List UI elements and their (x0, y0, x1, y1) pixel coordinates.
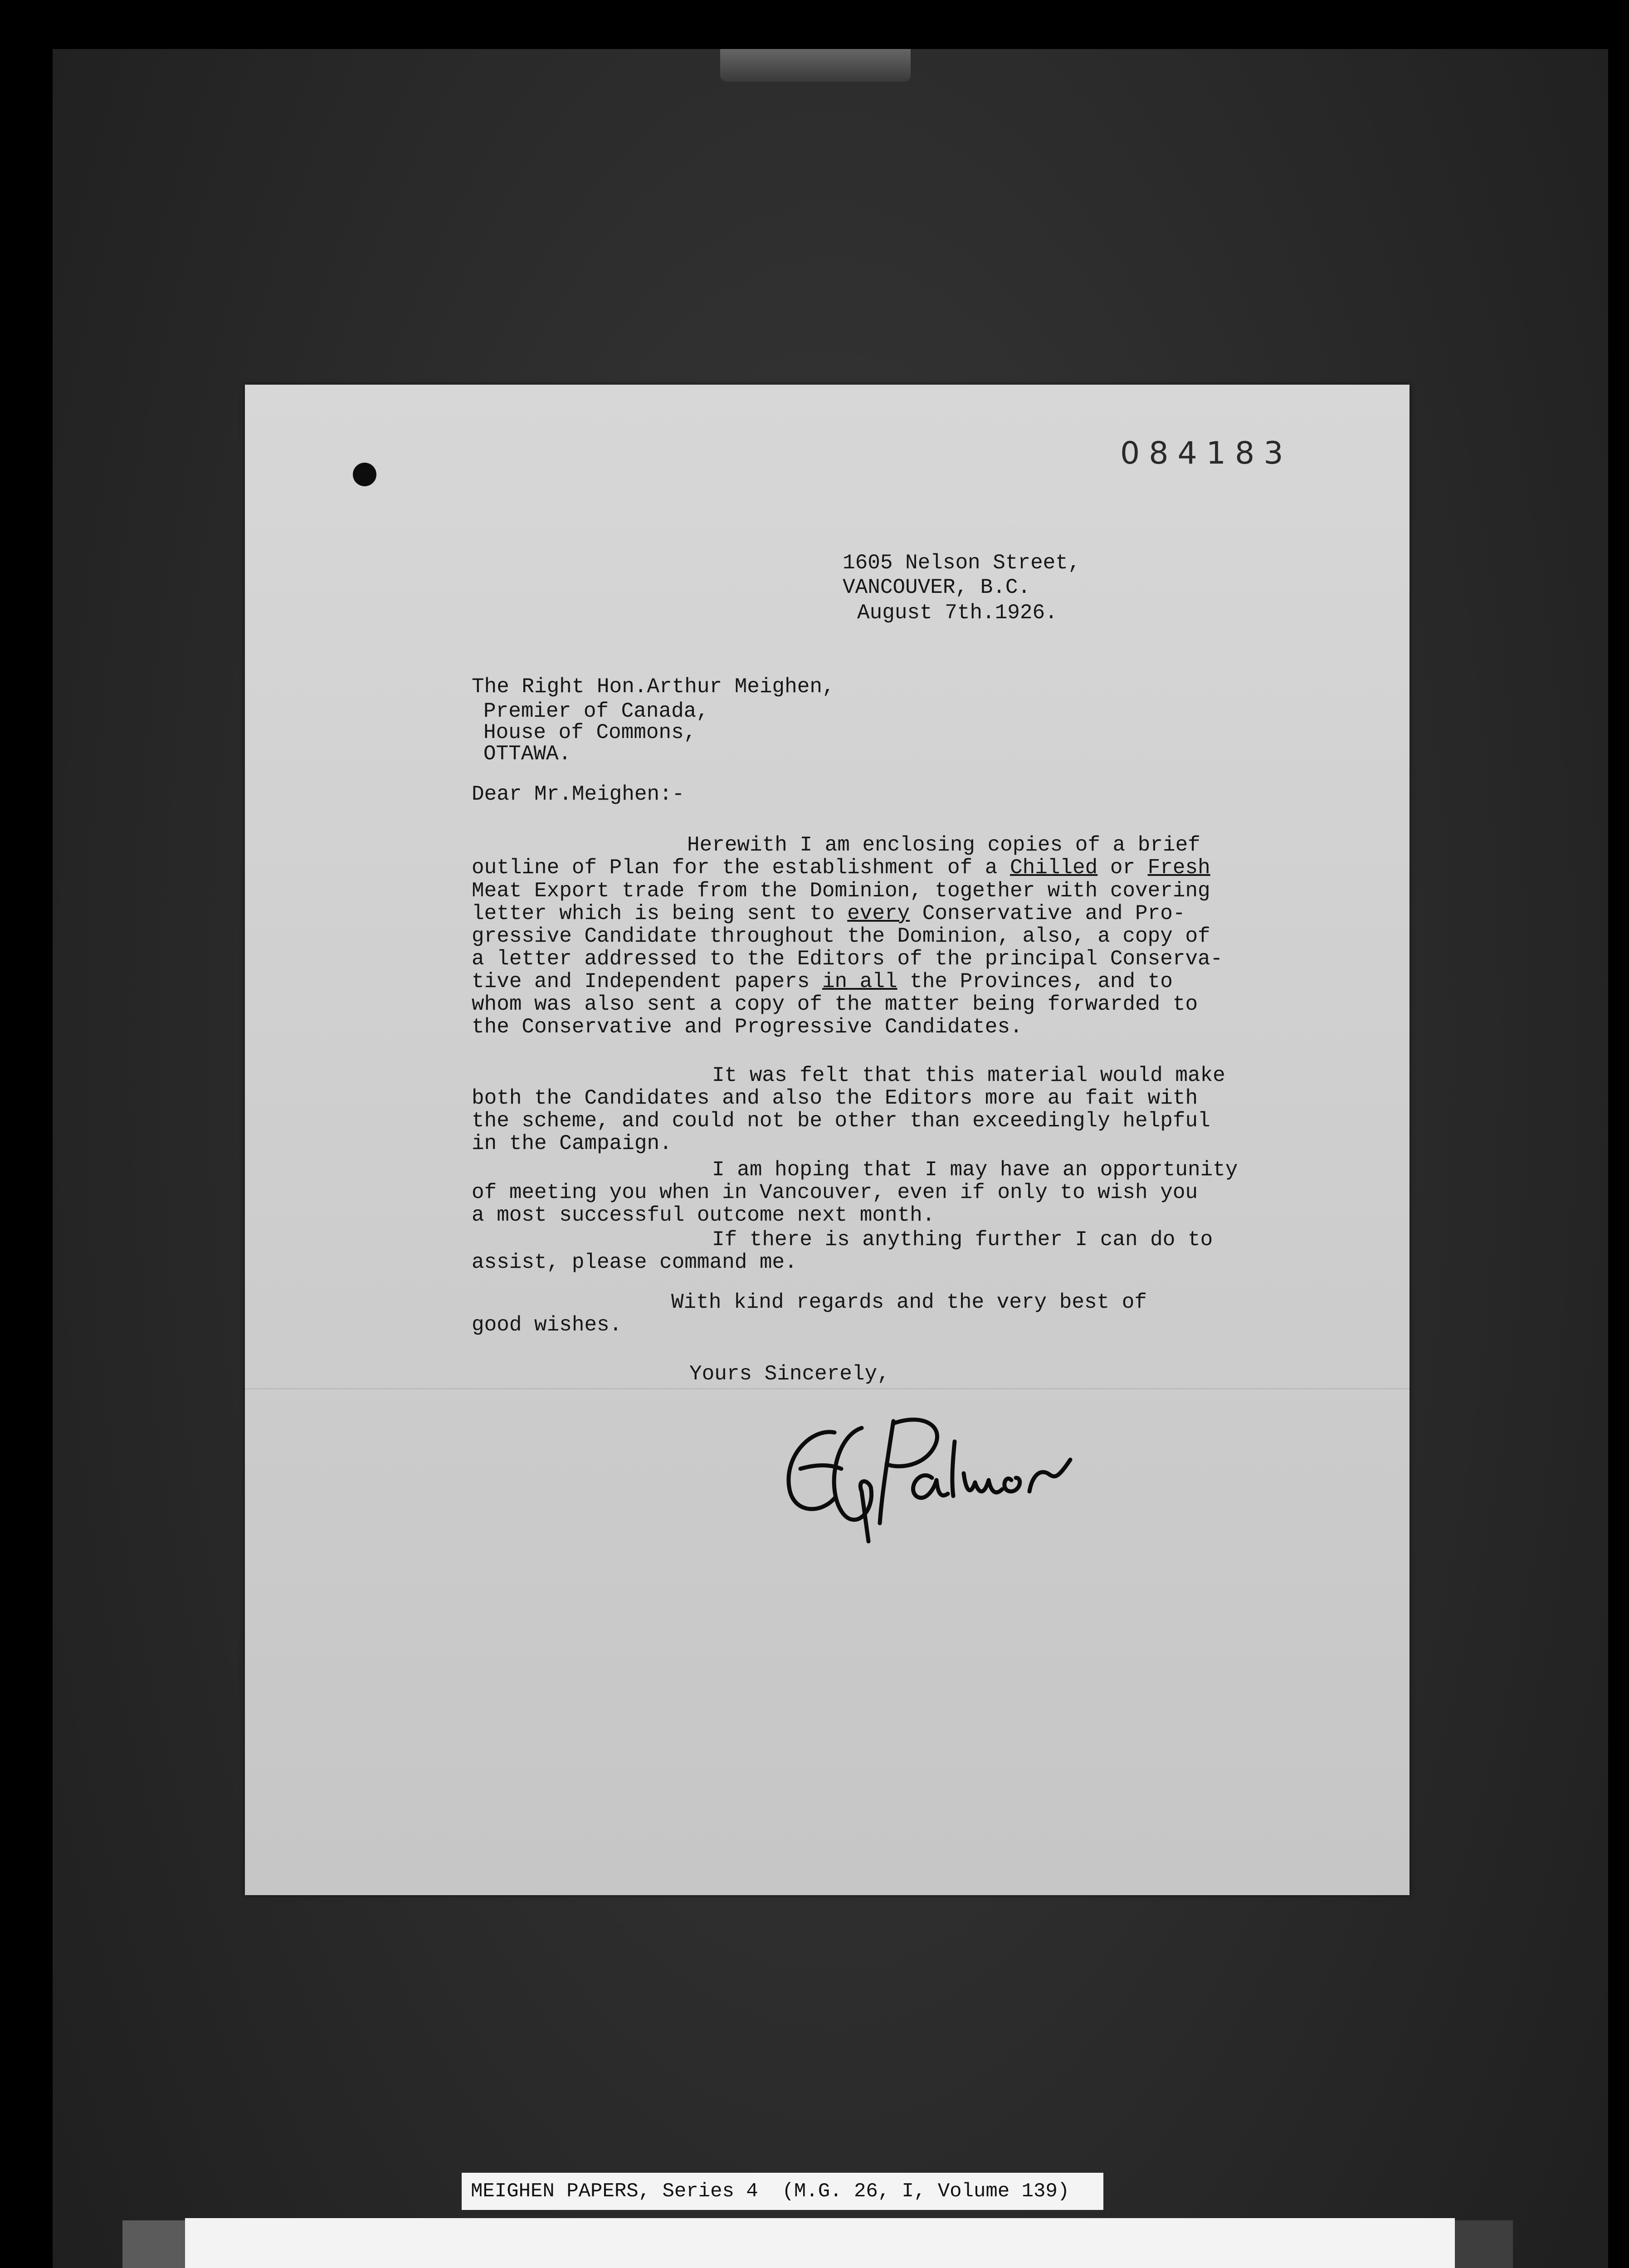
fold-line (245, 1388, 1410, 1389)
recipient-line: The Right Hon.Arthur Meighen, (472, 675, 835, 699)
body-line: a most successful outcome next month. (472, 1203, 935, 1227)
address-line: 1605 Nelson Street, (843, 551, 1081, 575)
plate-shadow (1454, 2220, 1513, 2268)
body-line: Herewith I am enclosing copies of a brief (687, 833, 1200, 857)
body-line: both the Candidates and also the Editors more au fait with (472, 1086, 1198, 1110)
body-line: good wishes. (472, 1313, 622, 1337)
archive-plate (185, 2218, 1455, 2268)
body-line: tive and Independent papers in all the Provinces, and to (472, 970, 1173, 993)
date-line: August 7th.1926. (857, 601, 1058, 625)
body-line: With kind regards and the very best of (671, 1290, 1147, 1314)
series-label: MEIGHEN PAPERS, Series 4 (M.G. 26, I, Volume 139) (462, 2173, 1103, 2210)
binder-clip (720, 49, 911, 82)
body-line: letter which is being sent to every Conservative and Pro- (472, 902, 1185, 925)
body-line: of meeting you when in Vancouver, even if only to wish you (472, 1181, 1198, 1204)
body-line: gressive Candidate throughout the Dominion, also, a copy of (472, 924, 1210, 948)
punch-hole (353, 463, 376, 486)
body-line: the scheme, and could not be other than exceedingly helpful (472, 1109, 1210, 1133)
recipient-line: Premier of Canada, (483, 699, 709, 723)
letter-page (245, 385, 1410, 1895)
address-line: VANCOUVER, B.C. (843, 576, 1031, 599)
body-line: in the Campaign. (472, 1132, 672, 1155)
body-line: I am hoping that I may have an opportunity (712, 1158, 1238, 1182)
recipient-line: House of Commons, (483, 721, 697, 744)
body-line: It was felt that this material would make (712, 1064, 1225, 1087)
document-number: 084183 (1120, 435, 1292, 471)
body-line: a letter addressed to the Editors of the principal Conserva- (472, 947, 1223, 971)
body-line: If there is anything further I can do to (712, 1228, 1213, 1251)
body-line: outline of Plan for the establishment of a Chilled or Fresh (472, 856, 1210, 880)
recipient-line: OTTAWA. (483, 742, 571, 766)
plate-shadow (122, 2220, 186, 2268)
signature (757, 1401, 1120, 1550)
body-line: whom was also sent a copy of the matter being forwarded to (472, 992, 1198, 1016)
body-line: Meat Export trade from the Dominion, together with covering (472, 879, 1210, 903)
body-line: assist, please command me. (472, 1251, 797, 1274)
salutation: Dear Mr.Meighen:- (472, 782, 685, 806)
body-line: the Conservative and Progressive Candidates. (472, 1015, 1023, 1039)
closing: Yours Sincerely, (689, 1362, 890, 1386)
